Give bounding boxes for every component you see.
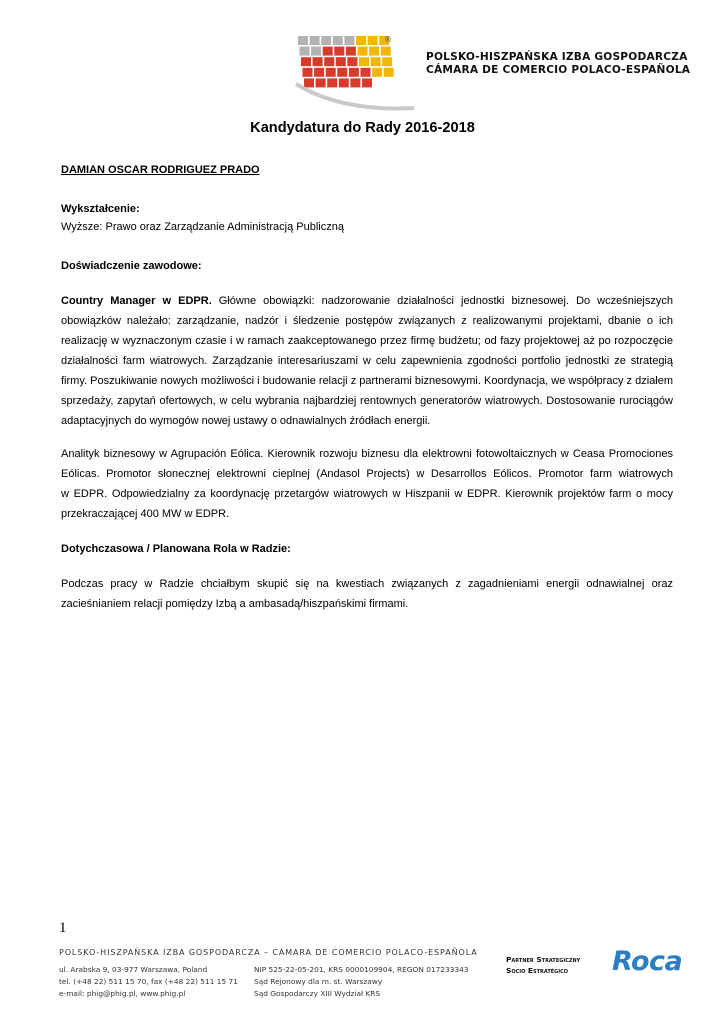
logo-tile — [350, 78, 360, 87]
logo-tile — [359, 57, 369, 66]
logo-tile — [303, 68, 313, 77]
job-title: Country Manager w EDPR. — [61, 295, 212, 307]
logo-tile — [344, 36, 354, 45]
role-paragraph — [61, 574, 673, 614]
paragraph-line: działalności farm wiatrowych. Zarządzanie interesariuszami w celu zapewnienia zgodności portfolio jednostki ze strategią — [61, 355, 673, 367]
registry-line: NIP 525-22-05-201, KRS 0000109904, REGON 017233343 — [254, 965, 469, 974]
logo-tile — [368, 36, 378, 45]
role-heading: Dotychczasowa / Planowana Rola w Radzie: — [61, 543, 291, 555]
paragraph-line: zacieśnianiem relacji pomiędzy Izbą a ambasadą/hiszpańskimi firmami. — [61, 598, 409, 610]
paragraph-line: przekraczającej 400 MW w EDPR. — [61, 508, 230, 520]
logo-tile — [301, 57, 311, 66]
document-title: Kandydatura do Rady 2016-2018 — [250, 120, 475, 136]
logo-tile — [381, 47, 391, 56]
registered-mark: ® — [384, 35, 392, 44]
page-number: 1 — [59, 920, 67, 936]
logo-tile — [310, 36, 320, 45]
registry-line: Sąd Gospodarczy XIII Wydział KRS — [254, 989, 381, 999]
email-line: e-mail: phig@phig.pl, www.phig.pl — [59, 989, 186, 999]
address-line: ul. Arabska 9, 03-977 Warszawa, Poland — [59, 965, 208, 974]
strategic-partner-label: Partner Strategiczny Socio Estratégico — [506, 955, 581, 975]
paragraph-line: Eólicas. Promotor słonecznej elektrowni cieplnej (Andasol Projects) w Desarrollos Eólicos. Promotor farm wiatrowych — [61, 468, 673, 480]
footer-address — [59, 964, 238, 1001]
paragraph-line: Analityk biznesowy w Agrupación Eólica. Kierownik rozwoju biznesu dla elektrowni fotowoltaicznych w Ceasa Promociones — [61, 448, 673, 460]
logo-tile — [321, 36, 331, 45]
logo-tile — [349, 68, 359, 77]
logo-tile — [384, 68, 394, 77]
logo-tile — [358, 47, 368, 56]
paragraph-line: Country Manager w EDPR. Główne obowiązki: nadzorowanie działalności jednostki biznesowej. Do wcześniejszych — [61, 295, 673, 307]
logo-tile — [382, 57, 392, 66]
paragraph-line: obowiązków należało: zarządzanie, nadzór i śledzenie postępów związanych z realizowanymi projektami, dbanie o ich — [61, 315, 673, 327]
paragraph-line: Podczas pracy w Radzie chciałbym skupić się na kwestiach związanych z zagadnieniami energii odnawialnej oraz — [61, 578, 673, 590]
logo-tile — [314, 68, 324, 77]
logo-tile — [371, 57, 381, 66]
paragraph-line: w EDPR. Odpowiedzialny za koordynację przetargów wiatrowych w Hiszpanii w EDPR. Kierownik projektów farm o mocy — [61, 488, 673, 500]
paragraph-line: firmy. Poszukiwanie nowych możliwości i budowanie relacji z partnerami biznesowymi. Koordynacja, we współpracy z działem — [61, 375, 673, 387]
logo-tile — [336, 57, 346, 66]
education-text: Wyższe: Prawo oraz Zarządzanie Administracją Publiczną — [61, 221, 344, 233]
chamber-logo — [292, 30, 418, 112]
logo-tile — [347, 57, 357, 66]
logo-tile — [339, 78, 349, 87]
organization-name — [426, 51, 716, 77]
experience-paragraph-1 — [61, 291, 673, 431]
logo-tile — [311, 47, 321, 56]
logo-tile — [316, 78, 326, 87]
logo-tile — [313, 57, 323, 66]
footer-organization: POLSKO-HISZPAŃSKA IZBA GOSPODARCZA – CÁMARA DE COMERCIO POLACO-ESPAÑOLA — [59, 948, 478, 957]
logo-tile — [361, 68, 371, 77]
logo-tile — [304, 78, 314, 87]
logo-tile — [327, 78, 337, 87]
experience-paragraph-2 — [61, 444, 673, 524]
experience-heading: Doświadczenie zawodowe: — [61, 260, 202, 272]
education-heading: Wykształcenie: — [61, 203, 140, 215]
logo-tile — [324, 57, 334, 66]
paragraph-line: adaptacyjnych do wymogów nowej ustawy o odnawialnych źródłach energii. — [61, 415, 431, 427]
logo-tile — [369, 47, 379, 56]
paragraph-line: sprzedaży, zapytań ofertowych, w celu wybrania najbardziej rentownych generatorów wiatrowych. Dostosowanie rurociągów — [61, 395, 673, 407]
logo-tile — [334, 47, 344, 56]
footer-registry — [254, 964, 469, 1001]
logo-tile — [337, 68, 347, 77]
logo-tile — [300, 47, 310, 56]
organization-name-pl: POLSKO-HISZPAŃSKA IZBA GOSPODARCZA — [426, 51, 688, 63]
roca-logo: Roca — [612, 946, 683, 977]
logo-tile — [372, 68, 382, 77]
contact-line: tel. (+48 22) 511 15 70, fax (+48 22) 511 15 71 — [59, 977, 238, 987]
logo-tile — [298, 36, 308, 45]
logo-tile — [323, 47, 333, 56]
logo-tile — [356, 36, 366, 45]
logo-tile — [333, 36, 343, 45]
candidate-name: DAMIAN OSCAR RODRIGUEZ PRADO — [61, 164, 260, 176]
paragraph-line: realizację w wyznaczonym czasie i w ramach zaakceptowanego przez firmę budżetu; od fazy projektowej aż po rozpoczęcie — [61, 335, 673, 347]
logo-tile — [326, 68, 336, 77]
logo-tile — [346, 47, 356, 56]
registry-line: Sąd Rejonowy dla m. st. Warszawy — [254, 977, 383, 987]
logo-tile — [362, 78, 372, 87]
organization-name-es: CÁMARA DE COMERCIO POLACO-ESPAÑOLA — [426, 64, 691, 76]
